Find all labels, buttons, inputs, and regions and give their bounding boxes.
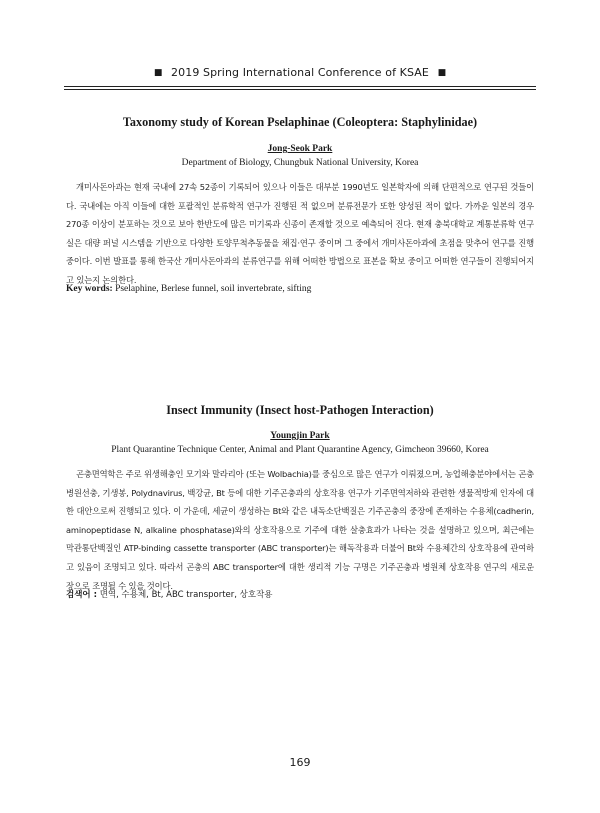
header-rule — [64, 86, 536, 87]
keywords-list: Pselaphine, Berlese funnel, soil invertebrate, sifting — [115, 284, 312, 294]
keywords-label: Key words: — [66, 284, 113, 294]
article-1-abstract: 개미사돈아과는 현재 국내에 27속 52종이 기록되어 있으나 이들은 대부분 1990년도 일본학자에 의해 단편적으로 연구된 것들이다. 국내에는 아직 이들에 대한 포괄적인 분류학적 연구가 진행된 적 없으며 분류전문가 또한 양성된 적이 없다. 가까운 일본의 경우 270종 이상이 분포하는 것으로 보아 한반도에 많은 미기록과 신종이 존재할 것으로 예측되어 진다. 현재 충북대학교 계통분류학 연구실은 대량 퍼널 시스템을 기반으로 다양한 토양무척추동물을 채집·연구 중이며 그 중에서 개미사돈아과에 초점을 맞추어 연구를 진행중이다. 이번 발표를 통해 한국산 개미사돈아과의 분류연구를 위해 어떠한 방법으로 표본을 확보 중이고 어떠한 연구들이 진행되어지고 있는지 논의한다. — [66, 182, 534, 285]
article-2-keywords — [66, 588, 534, 600]
article-2-affiliation: Plant Quarantine Technique Center, Animal and Plant Quarantine Agency, Gimcheon 39660, Korea — [111, 445, 489, 455]
page-number: 169 — [289, 756, 311, 769]
header-bullet-right: ■ — [437, 68, 447, 78]
article-2-author: Youngjin Park — [270, 431, 330, 441]
conference-title: 2019 Spring International Conference of KSAE — [171, 66, 429, 79]
keywords-label: 검색어 : — [66, 590, 97, 600]
keywords-list: 면역, 수용체, Bt, ABC transporter, 상호작용 — [99, 590, 273, 600]
article-2-title: Insect Immunity (Insect host-Pathogen Interaction) — [166, 403, 434, 417]
article-1-author: Jong-Seok Park — [267, 144, 333, 154]
article-1-keywords — [66, 284, 534, 294]
header-bullet-left: ■ — [153, 68, 163, 78]
header-rule-secondary — [64, 89, 536, 90]
conference-header — [0, 66, 600, 79]
article-2-abstract: 곤충면역학은 주로 위생해충인 모기와 말라리아 (또는 Wolbachia)를 중심으로 많은 연구가 이뤄졌으며, 농업해충분야에서는 곤충병원선충, 기생봉, Polydnavirus, 백강균, Bt 등에 대한 기주곤충과의 상호작용 연구가 기주면역저하와 관련한 생물적방제 인자에 대한 대안으로써 진행되고 있다. 이 가운데, 세균이 생성하는 Bt와 같은 내독소단백질은 기주곤충의 중장에 존재하는 수용체(cadherin, aminopeptidase N, alkaline phosphatase)와의 상호작용으로 기주에 대한 살충효과가 나타는 것을 설명하고 있으며, 최근에는 막관통단백질인 ATP-binding cassette transporter (ABC transporter)는 해독작용과 더불어 Bt와 수용체간의 상호작용에 관여하고 있음이 조명되고 있다. 따라서 곤충의 ABC transporter에 대한 생리적 기능 구명은 기주곤충과 병원체 상호작용 연구의 새로운 장으로 조명될 수 있을 것이다. — [66, 469, 534, 591]
article-1-title: Taxonomy study of Korean Pselaphinae (Coleoptera: Staphylinidae) — [122, 115, 478, 129]
article-1-affiliation: Department of Biology, Chungbuk National University, Korea — [181, 158, 419, 168]
